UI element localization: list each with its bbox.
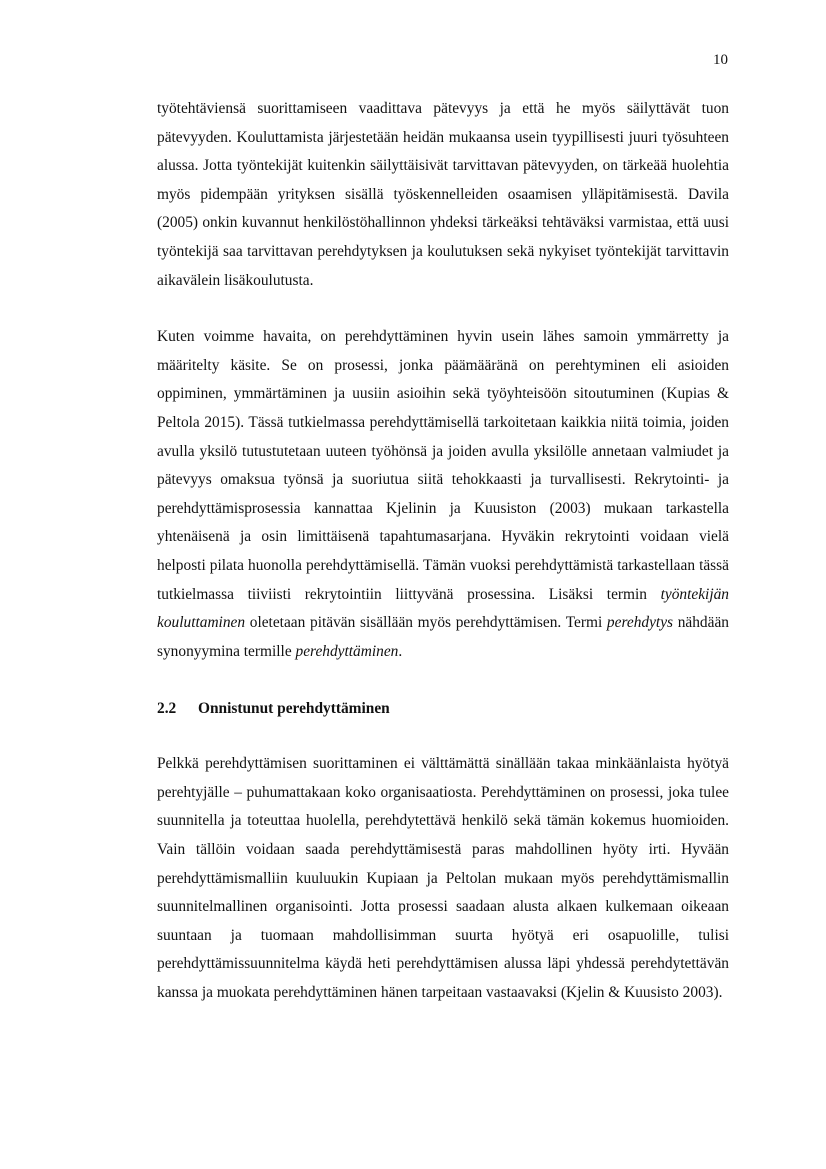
section-number: 2.2 [157, 700, 177, 718]
paragraph-2 [157, 323, 729, 666]
section-title: Onnistunut perehdyttäminen [198, 700, 390, 718]
paragraph-3: Pelkkä perehdyttämisen suorittaminen ei välttämättä sinällään takaa minkäänlaista hyötyä perehtyjälle – puhumattakaan koko organisaatiosta. Perehdyttäminen on prosessi, joka tulee suunnitella ja toteuttaa huolella, perehdytettävä henkilö sekä tämän kokemus huomioiden. Vain tällöin voidaan saada perehdyttämisestä paras mahdollinen hyöty irti. Hyvään perehdyttämismalliin kuuluukin Kupiaan ja Peltolan mukaan myös perehdyttämismallin suunnitelmallinen organisointi. Jotta prosessi saadaan alusta alkaen kulkemaan oikeaan suuntaan ja tuomaan mahdollisimman suurta hyötyä eri osapuolille, tulisi perehdyttämissuunnitelma käydä heti perehdyttämisen alussa läpi yhdessä perehdytettävän kanssa ja muokata perehdyttäminen hänen tarpeitaan vastaavaksi (Kjelin & Kuusisto 2003). [157, 755, 729, 1002]
document-body [157, 95, 729, 1008]
paragraph-2-text-1: Kuten voimme havaita, on perehdyttäminen hyvin usein lähes samoin ymmärretty ja määritelty käsite. Se on prosessi, jonka päämääränä on perehtyminen eli asioiden oppiminen, ymmärtäminen ja uusiin asioihin sekä työyhteisöön sitoutuminen (Kupias & Peltola 2015). Tässä tutkielmassa perehdyttämisellä tarkoitetaan kaikkia niitä toimia, joiden avulla yksilö tutustutetaan uuteen työhönsä ja joiden avulla yksilölle annetaan valmiudet ja pätevyys omaksua työnsä ja suoriutua siitä tehokkaasti ja turvallisesti. Rekrytointi- ja perehdyttämisprosessia kannattaa Kjelinin ja Kuusiston (2003) mukaan tarkastella yhtenäisenä ja osin limittäisenä tapahtumasarjana. Hyväkin rekrytointi voidaan vielä helposti pilata huonolla perehdyttämisellä. Tämän vuoksi perehdyttämistä tarkastellaan tässä tutkielmassa tiiviisti rekrytointiin liittyvänä prosessina. Lisäksi termin [157, 328, 729, 603]
page-number: 10 [713, 52, 728, 68]
paragraph-2-text-2: oletetaan pitävän sisällään myös perehdyttämisen. Termi [245, 614, 607, 632]
paragraph-2-text-4: . [398, 642, 403, 660]
term-perehdyttaminen: perehdyttäminen [295, 642, 399, 660]
section-heading [157, 695, 729, 723]
paragraph-1: työtehtäviensä suorittamiseen vaadittava pätevyys ja että he myös säilyttävät tuon pätevyyden. Kouluttamista järjestetään heidän mukaansa usein tyypillisesti juuri työsuhteen alussa. Jotta työntekijät kuitenkin säilyttäisivät tarvittavan pätevyyden, on tärkeää huolehtia myös pidempään yrityksen sisällä työskennelleiden osaamisen ylläpitämisestä. Davila (2005) onkin kuvannut henkilöstöhallinnon yhdeksi tärkeäksi tehtäväksi varmistaa, että uusi työntekijä saa tarvittavan perehdytyksen ja koulutuksen sekä nykyiset työntekijät tarvittavin aikavälein lisäkoulutusta. [157, 100, 729, 289]
paragraph-2-text-3: nähdään synonyymina termille [157, 614, 729, 660]
term-perehdytys: perehdytys [606, 614, 674, 632]
term-employee-training: työntekijän kouluttaminen [157, 585, 729, 632]
